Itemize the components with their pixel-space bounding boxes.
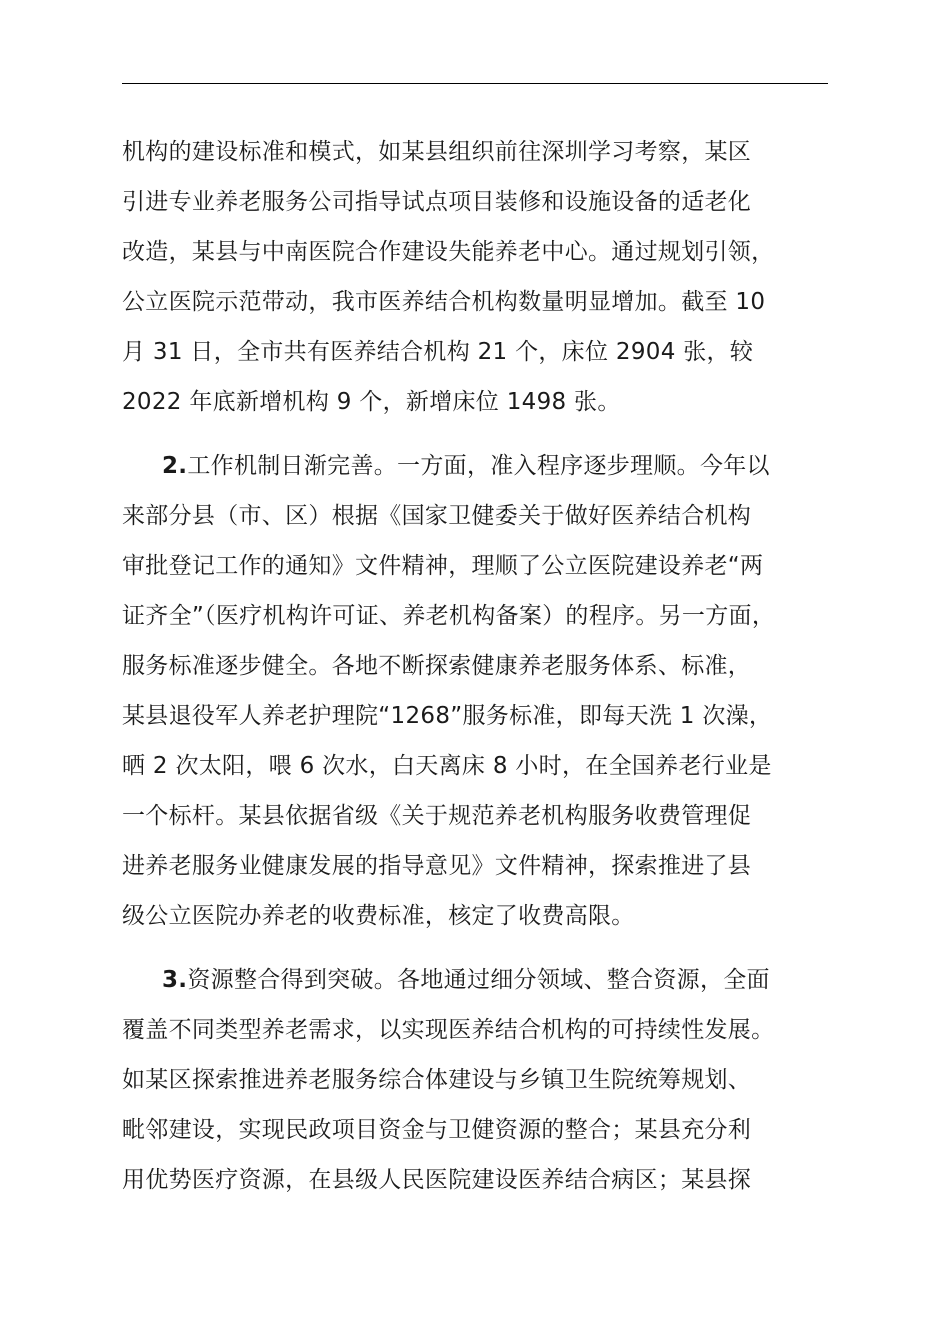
- paragraph-line: 来部分县（市、区）根据《国家卫健委关于做好医养结合机构: [122, 503, 752, 529]
- paragraph-line: 级公立医院办养老的收费标准，核定了收费高限。: [122, 903, 635, 929]
- paragraph-line: 覆盖不同类型养老需求，以实现医养结合机构的可持续性发展。: [122, 1017, 775, 1043]
- paragraph-line: 工作机制日渐完善。一方面，准入程序逐步理顺。今年以: [187, 453, 770, 479]
- paragraph-line: 进养老服务业健康发展的指导意见》文件精神，探索推进了县: [122, 853, 752, 879]
- paragraph-line: 毗邻建设，实现民政项目资金与卫健资源的整合；某县充分利: [122, 1117, 752, 1143]
- paragraph-line: 晒 2 次太阳，喂 6 次水，白天离床 8 小时，在全国养老行业是: [122, 753, 772, 779]
- header-rule: [122, 83, 828, 84]
- paragraph-3: [122, 955, 852, 1205]
- paragraph-line: 服务标准逐步健全。各地不断探索健康养老服务体系、标准，: [122, 653, 752, 679]
- paragraph-line: 证齐全”（医疗机构许可证、养老机构备案）的程序。另一方面，: [122, 603, 776, 629]
- section-number: 2.: [162, 453, 188, 479]
- paragraph-line: 审批登记工作的通知》文件精神，理顺了公立医院建设养老“两: [122, 553, 764, 579]
- paragraph-line: 改造，某县与中南医院合作建设失能养老中心。通过规划引领，: [122, 239, 775, 265]
- paragraph-line: 资源整合得到突破。各地通过细分领域、整合资源，全面: [187, 967, 770, 993]
- section-number: 3.: [162, 967, 188, 993]
- paragraph-first-line: [122, 441, 852, 491]
- paragraph-line: 如某区探索推进养老服务综合体建设与乡镇卫生院统筹规划、: [122, 1067, 752, 1093]
- paragraph-2: [122, 441, 852, 941]
- paragraph-1: [122, 127, 852, 427]
- paragraph-line: 公立医院示范带动，我市医养结合机构数量明显增加。截至 10: [122, 289, 766, 315]
- paragraph-line: 2022 年底新增机构 9 个，新增床位 1498 张。: [122, 389, 621, 415]
- paragraph-line: 一个标杆。某县依据省级《关于规范养老机构服务收费管理促: [122, 803, 752, 829]
- paragraph-line: 机构的建设标准和模式，如某县组织前往深圳学习考察，某区: [122, 139, 752, 165]
- paragraph-line: 月 31 日，全市共有医养结合机构 21 个，床位 2904 张，较: [122, 339, 754, 365]
- paragraph-line: 用优势医疗资源，在县级人民医院建设医养结合病区；某县探: [122, 1167, 752, 1193]
- paragraph-line: 引进专业养老服务公司指导试点项目装修和设施设备的适老化: [122, 189, 752, 215]
- paragraph-line: 某县退役军人养老护理院“1268”服务标准，即每天洗 1 次澡，: [122, 703, 773, 729]
- paragraph-first-line: [122, 955, 852, 1005]
- document-body: [122, 127, 852, 1205]
